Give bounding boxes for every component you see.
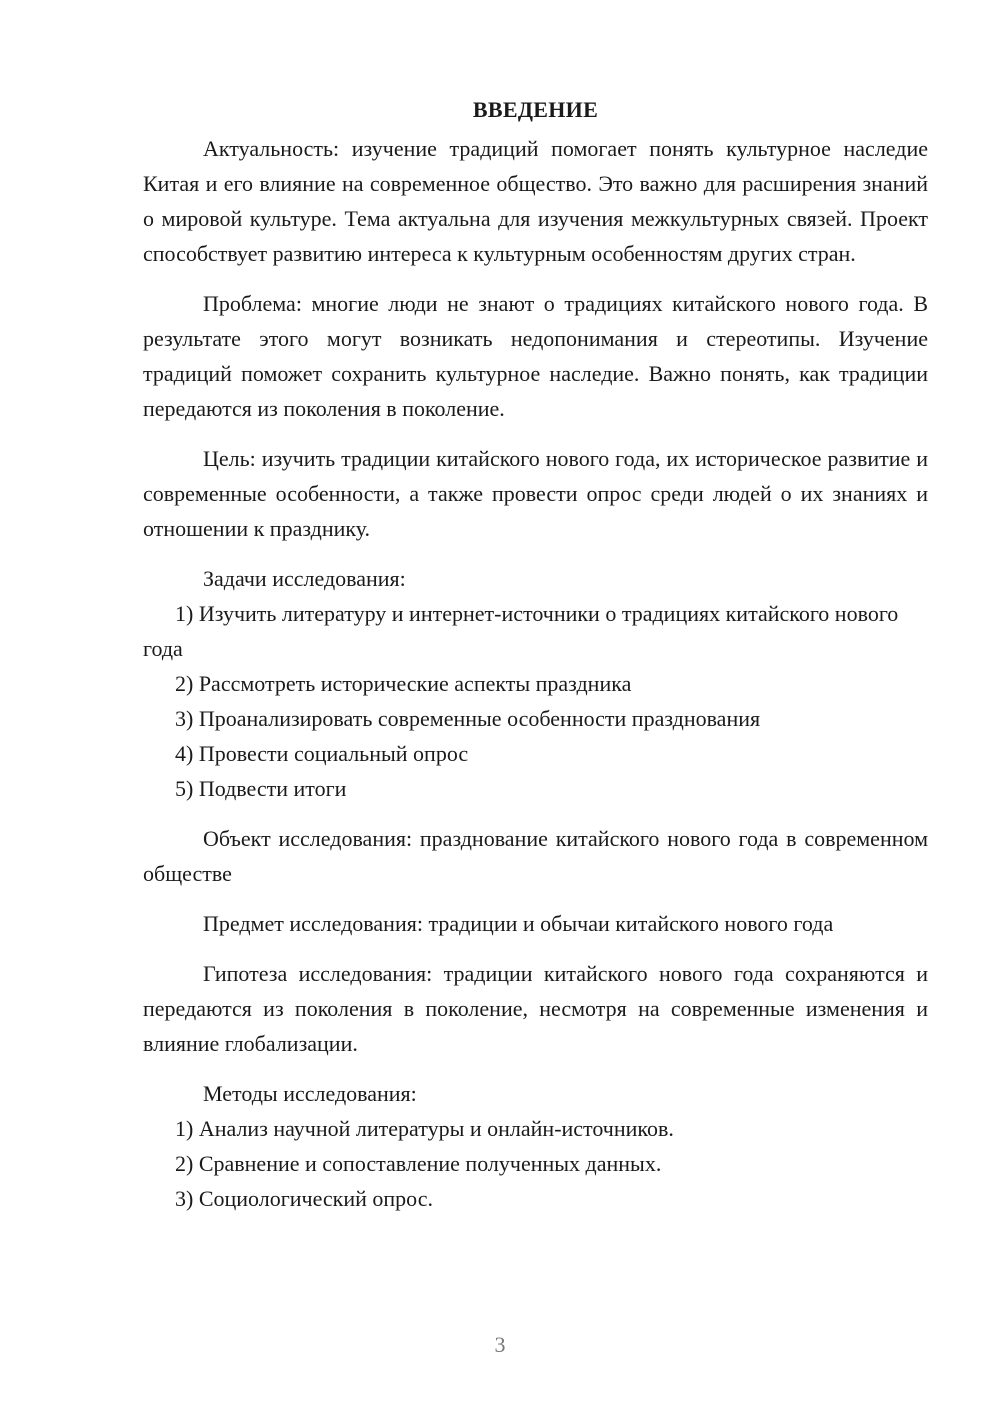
task-item: 5) Подвести итоги	[175, 776, 347, 801]
method-item: 2) Сравнение и сопоставление полученных данных.	[175, 1151, 662, 1176]
method-item: 1) Анализ научной литературы и онлайн-источников.	[175, 1116, 674, 1141]
object-paragraph: Объект исследования: празднование китайского нового года в современном обществе	[143, 826, 928, 886]
document-page	[143, 92, 928, 1216]
task-item: 4) Провести социальный опрос	[175, 741, 469, 766]
page-number: 3	[494, 1332, 506, 1357]
tasks-heading: Задачи исследования:	[203, 566, 406, 591]
relevance-paragraph: Актуальность: изучение традиций помогает понять культурное наследие Китая и его влияние на современное общество. Это важно для расширения знаний о мировой культуре. Тема актуальна для изучения межкультурных связей. Проект способствует развитию интереса к культурным особенностям других стран.	[143, 136, 928, 266]
methods-heading: Методы исследования:	[203, 1081, 417, 1106]
subject-paragraph: Предмет исследования: традиции и обычаи китайского нового года	[203, 911, 834, 936]
task-item: 2) Рассмотреть исторические аспекты праздника	[175, 671, 632, 696]
problem-paragraph: Проблема: многие люди не знают о традициях китайского нового года. В результате этого могут возникать недопонимания и стереотипы. Изучение традиций поможет сохранить культурное наследие. Важно понять, как традиции передаются из поколения в поколение.	[143, 291, 928, 421]
goal-paragraph: Цель: изучить традиции китайского нового года, их историческое развитие и современные особенности, а также провести опрос среди людей о их знаниях и отношении к празднику.	[143, 446, 928, 541]
hypothesis-paragraph: Гипотеза исследования: традиции китайского нового года сохраняются и передаются из поколения в поколение, несмотря на современные изменения и влияние глобализации.	[143, 961, 928, 1056]
method-item: 3) Социологический опрос.	[175, 1186, 433, 1211]
task-item: 3) Проанализировать современные особенности празднования	[175, 706, 761, 731]
task-item: 1) Изучить литературу и интернет-источники о традициях китайского нового года	[143, 601, 899, 661]
page-title: ВВЕДЕНИЕ	[472, 97, 599, 122]
